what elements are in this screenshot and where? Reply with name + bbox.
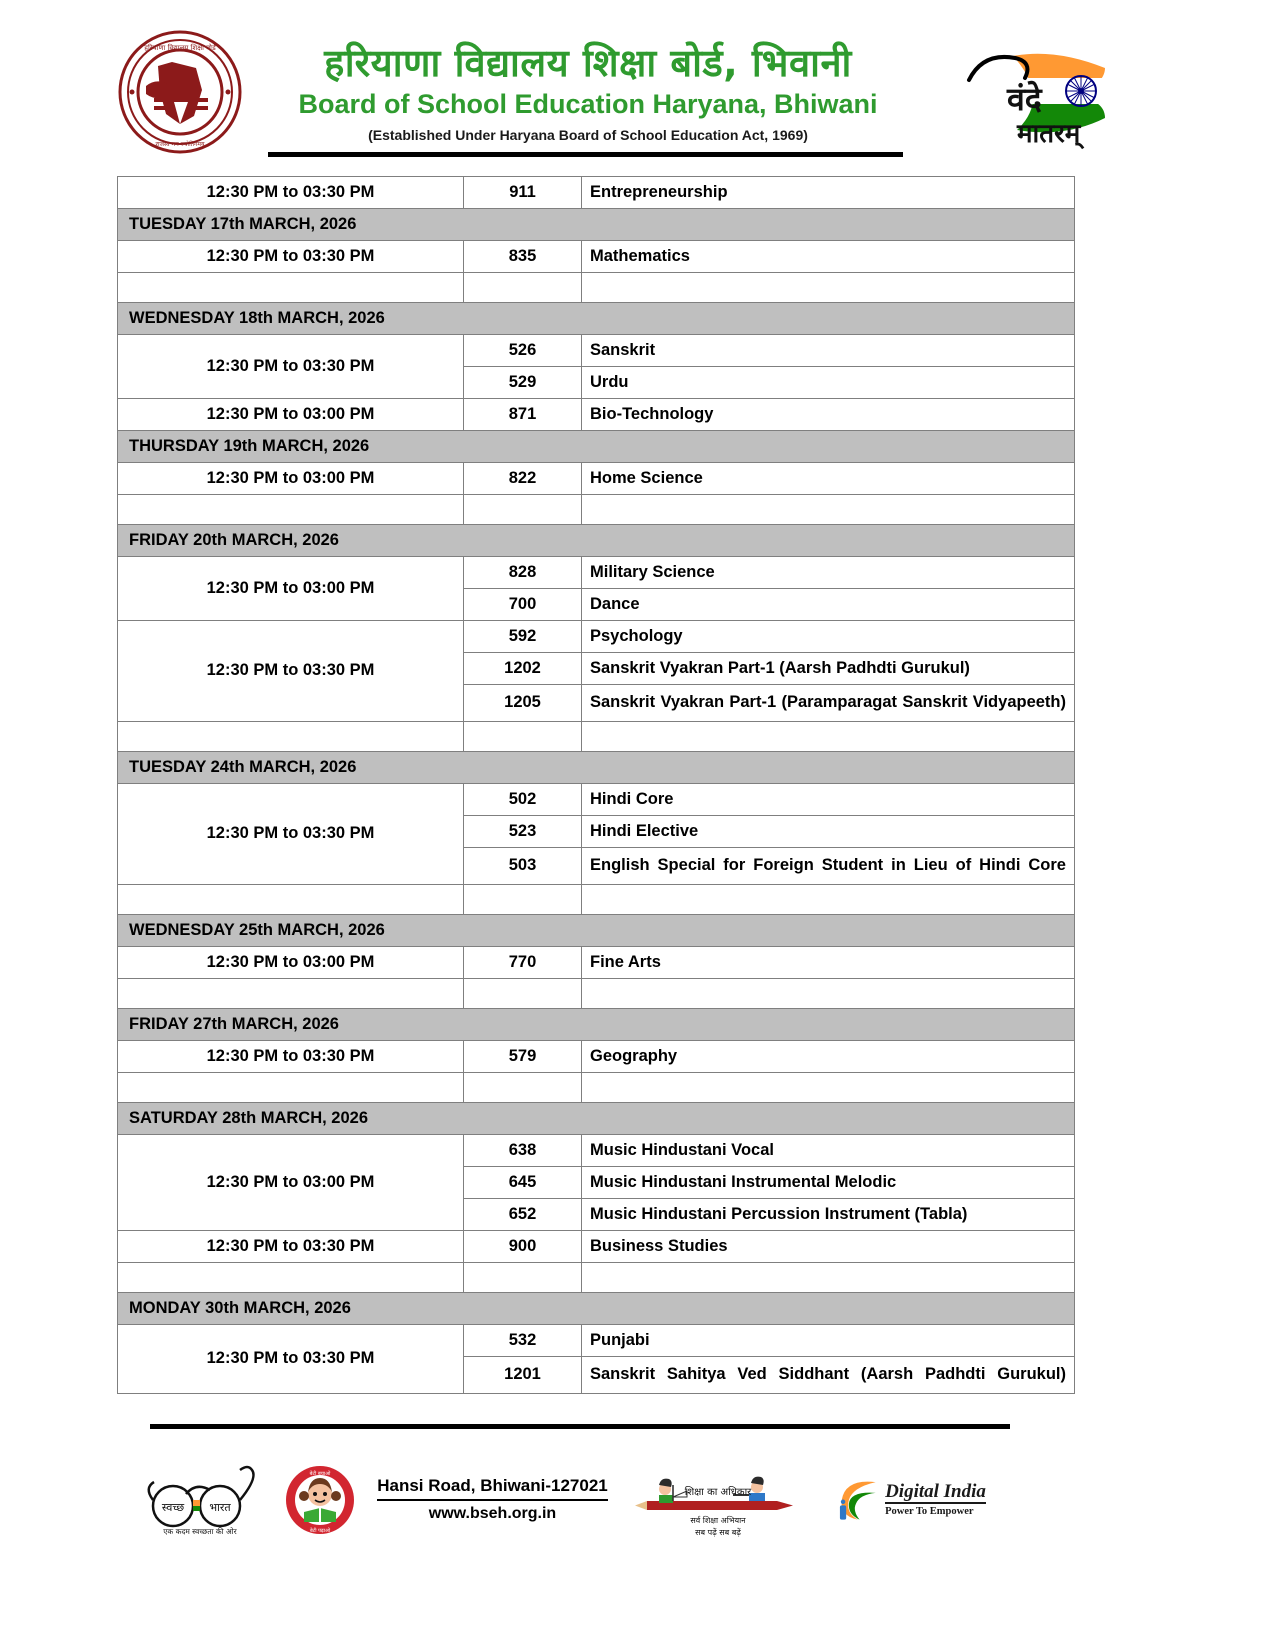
table-row xyxy=(118,335,1075,367)
exam-time-cell: 12:30 PM to 03:30 PM xyxy=(118,335,464,399)
subject-code-cell: 911 xyxy=(464,177,582,209)
header-titles xyxy=(268,28,908,143)
subject-code-cell: 822 xyxy=(464,463,582,495)
day-header-row xyxy=(118,209,1075,241)
beti-bachao-beti-padhao-icon xyxy=(284,1464,356,1536)
spacer-cell-code xyxy=(464,1262,582,1292)
digital-india-title: Digital India xyxy=(885,1482,986,1505)
subject-code-cell: 529 xyxy=(464,367,582,399)
subject-name-cell: Mathematics xyxy=(582,241,1075,273)
ssa-label-2: सर्व शिक्षा अभियान xyxy=(690,1515,746,1525)
spacer-cell-time xyxy=(118,978,464,1008)
spacer-cell-code xyxy=(464,884,582,914)
subject-name-cell: Music Hindustani Instrumental Melodic xyxy=(582,1166,1075,1198)
table-row xyxy=(118,463,1075,495)
table-row xyxy=(118,1230,1075,1262)
day-header-label: TUESDAY 24th MARCH, 2026 xyxy=(118,751,1075,783)
spacer-cell-subject xyxy=(582,1072,1075,1102)
subject-code-cell: 523 xyxy=(464,815,582,847)
subject-code-cell: 652 xyxy=(464,1198,582,1230)
subject-code-cell: 526 xyxy=(464,335,582,367)
subject-name-cell: Dance xyxy=(582,589,1075,621)
table-row xyxy=(118,241,1075,273)
day-header-row xyxy=(118,914,1075,946)
swachh-label-right: भारत xyxy=(209,1500,231,1514)
svg-text:हरियाणा विद्यालय शिक्षा बोर्ड: हरियाणा विद्यालय शिक्षा बोर्ड xyxy=(144,44,216,52)
exam-time-cell: 12:30 PM to 03:30 PM xyxy=(118,1230,464,1262)
spacer-row xyxy=(118,1262,1075,1292)
day-header-row xyxy=(118,431,1075,463)
day-header-label: WEDNESDAY 25th MARCH, 2026 xyxy=(118,914,1075,946)
subject-name-cell: Music Hindustani Percussion Instrument (Tabla) xyxy=(582,1198,1075,1230)
spacer-cell-time xyxy=(118,495,464,525)
footer-logo-row xyxy=(140,1452,1040,1547)
exam-time-cell: 12:30 PM to 03:00 PM xyxy=(118,557,464,621)
subject-code-cell: 770 xyxy=(464,946,582,978)
exam-time-cell: 12:30 PM to 03:00 PM xyxy=(118,399,464,431)
spacer-cell-code xyxy=(464,721,582,751)
spacer-row xyxy=(118,884,1075,914)
spacer-cell-code xyxy=(464,273,582,303)
svg-text:वंदे: वंदे xyxy=(1007,80,1042,118)
table-row xyxy=(118,946,1075,978)
subject-code-cell: 900 xyxy=(464,1230,582,1262)
subject-code-cell: 1205 xyxy=(464,685,582,722)
table-row xyxy=(118,399,1075,431)
subject-code-cell: 871 xyxy=(464,399,582,431)
spacer-cell-subject xyxy=(582,495,1075,525)
board-title-hindi: हरियाणा विद्यालय शिक्षा बोर्ड, भिवानी xyxy=(324,41,852,85)
footer-website-url[interactable]: www.bseh.org.in xyxy=(428,1505,557,1522)
footer-address xyxy=(370,1476,615,1523)
exam-schedule-table-wrapper xyxy=(117,176,1074,1394)
exam-time-cell: 12:30 PM to 03:30 PM xyxy=(118,1040,464,1072)
subject-code-cell: 532 xyxy=(464,1324,582,1356)
exam-time-cell: 12:30 PM to 03:30 PM xyxy=(118,1324,464,1393)
exam-time-cell: 12:30 PM to 03:30 PM xyxy=(118,783,464,884)
subject-name-cell: Music Hindustani Vocal xyxy=(582,1134,1075,1166)
subject-code-cell: 828 xyxy=(464,557,582,589)
subject-code-cell: 700 xyxy=(464,589,582,621)
board-established-note: (Established Under Haryana Board of School Education Act, 1969) xyxy=(368,127,808,144)
day-header-label: TUESDAY 17th MARCH, 2026 xyxy=(118,209,1075,241)
digital-india-icon xyxy=(821,1469,996,1531)
ssa-label-1: शिक्षा का अधिकार xyxy=(684,1486,752,1498)
ssa-label-3: सब पढ़ें सब बढ़ें xyxy=(695,1527,741,1537)
day-header-row xyxy=(118,1102,1075,1134)
digital-india-subtitle: Power To Empower xyxy=(885,1506,974,1518)
subject-code-cell: 638 xyxy=(464,1134,582,1166)
day-header-row xyxy=(118,1008,1075,1040)
day-header-label: FRIDAY 20th MARCH, 2026 xyxy=(118,525,1075,557)
spacer-row xyxy=(118,1072,1075,1102)
exam-time-cell: 12:30 PM to 03:30 PM xyxy=(118,177,464,209)
svg-text:मातरम्: मातरम् xyxy=(1017,119,1081,149)
vande-mataram-logo xyxy=(955,38,1120,153)
day-header-row xyxy=(118,303,1075,335)
exam-time-cell: 12:30 PM to 03:30 PM xyxy=(118,241,464,273)
spacer-row xyxy=(118,721,1075,751)
subject-code-cell: 503 xyxy=(464,847,582,884)
exam-time-cell: 12:30 PM to 03:00 PM xyxy=(118,946,464,978)
exam-schedule-table xyxy=(117,176,1075,1394)
day-header-row xyxy=(118,1292,1075,1324)
spacer-cell-time xyxy=(118,1262,464,1292)
subject-name-cell: Sanskrit Vyakran Part-1 (Paramparagat Sanskrit Vidyapeeth) xyxy=(582,685,1075,722)
exam-time-cell: 12:30 PM to 03:00 PM xyxy=(118,1134,464,1230)
spacer-row xyxy=(118,273,1075,303)
exam-time-cell: 12:30 PM to 03:30 PM xyxy=(118,621,464,722)
table-row xyxy=(118,557,1075,589)
table-row xyxy=(118,783,1075,815)
bbbp-label-top: बेटी बचाओ xyxy=(309,1470,331,1477)
spacer-row xyxy=(118,495,1075,525)
subject-name-cell: Sanskrit xyxy=(582,335,1075,367)
subject-name-cell: Sanskrit Sahitya Ved Siddhant (Aarsh Padhdti Gurukul) xyxy=(582,1356,1075,1393)
spacer-cell-subject xyxy=(582,273,1075,303)
board-title-english: Board of School Education Haryana, Bhiwani xyxy=(298,88,878,119)
subject-code-cell: 579 xyxy=(464,1040,582,1072)
subject-name-cell: Hindi Core xyxy=(582,783,1075,815)
footer-divider-rule xyxy=(150,1424,1010,1429)
day-header-label: MONDAY 30th MARCH, 2026 xyxy=(118,1292,1075,1324)
subject-name-cell: Fine Arts xyxy=(582,946,1075,978)
swachh-tagline: एक कदम स्वच्छता की ओर xyxy=(163,1526,237,1536)
day-header-row xyxy=(118,751,1075,783)
day-header-row xyxy=(118,525,1075,557)
swachh-label-left: स्वच्छ xyxy=(161,1500,185,1514)
subject-name-cell: Home Science xyxy=(582,463,1075,495)
subject-code-cell: 835 xyxy=(464,241,582,273)
table-row xyxy=(118,1040,1075,1072)
table-row xyxy=(118,1134,1075,1166)
subject-name-cell: Urdu xyxy=(582,367,1075,399)
spacer-cell-code xyxy=(464,978,582,1008)
spacer-cell-time xyxy=(118,884,464,914)
spacer-cell-code xyxy=(464,495,582,525)
subject-name-cell: Business Studies xyxy=(582,1230,1075,1262)
spacer-cell-time xyxy=(118,721,464,751)
day-header-label: THURSDAY 19th MARCH, 2026 xyxy=(118,431,1075,463)
subject-name-cell: Geography xyxy=(582,1040,1075,1072)
bbbp-label-bottom: बेटी पढ़ाओ xyxy=(309,1527,331,1534)
subject-name-cell: Psychology xyxy=(582,621,1075,653)
table-row xyxy=(118,621,1075,653)
exam-time-cell: 12:30 PM to 03:00 PM xyxy=(118,463,464,495)
svg-text:राजस्व मम ज्योतिर्गमय: राजस्व मम ज्योतिर्गमय xyxy=(155,141,205,148)
day-header-label: WEDNESDAY 18th MARCH, 2026 xyxy=(118,303,1075,335)
subject-name-cell: Military Science xyxy=(582,557,1075,589)
table-row xyxy=(118,1324,1075,1356)
subject-name-cell: Punjabi xyxy=(582,1324,1075,1356)
subject-name-cell: Sanskrit Vyakran Part-1 (Aarsh Padhdti Gurukul) xyxy=(582,653,1075,685)
subject-name-cell: Hindi Elective xyxy=(582,815,1075,847)
spacer-cell-time xyxy=(118,273,464,303)
spacer-cell-subject xyxy=(582,721,1075,751)
day-header-label: FRIDAY 27th MARCH, 2026 xyxy=(118,1008,1075,1040)
spacer-cell-subject xyxy=(582,1262,1075,1292)
spacer-row xyxy=(118,978,1075,1008)
subject-name-cell: Bio-Technology xyxy=(582,399,1075,431)
spacer-cell-time xyxy=(118,1072,464,1102)
board-seal-logo xyxy=(110,28,250,156)
page-header xyxy=(0,0,1275,150)
sarva-shiksha-abhiyan-icon xyxy=(629,1461,807,1539)
spacer-cell-subject xyxy=(582,884,1075,914)
subject-code-cell: 592 xyxy=(464,621,582,653)
subject-code-cell: 502 xyxy=(464,783,582,815)
swachh-bharat-icon xyxy=(140,1464,270,1536)
spacer-cell-code xyxy=(464,1072,582,1102)
subject-code-cell: 645 xyxy=(464,1166,582,1198)
subject-name-cell: Entrepreneurship xyxy=(582,177,1075,209)
subject-code-cell: 1201 xyxy=(464,1356,582,1393)
subject-code-cell: 1202 xyxy=(464,653,582,685)
day-header-label: SATURDAY 28th MARCH, 2026 xyxy=(118,1102,1075,1134)
table-row xyxy=(118,177,1075,209)
spacer-cell-subject xyxy=(582,978,1075,1008)
subject-name-cell: English Special for Foreign Student in Lieu of Hindi Core xyxy=(582,847,1075,884)
header-divider-rule xyxy=(268,152,903,157)
footer-address-line: Hansi Road, Bhiwani-127021 xyxy=(377,1476,608,1501)
